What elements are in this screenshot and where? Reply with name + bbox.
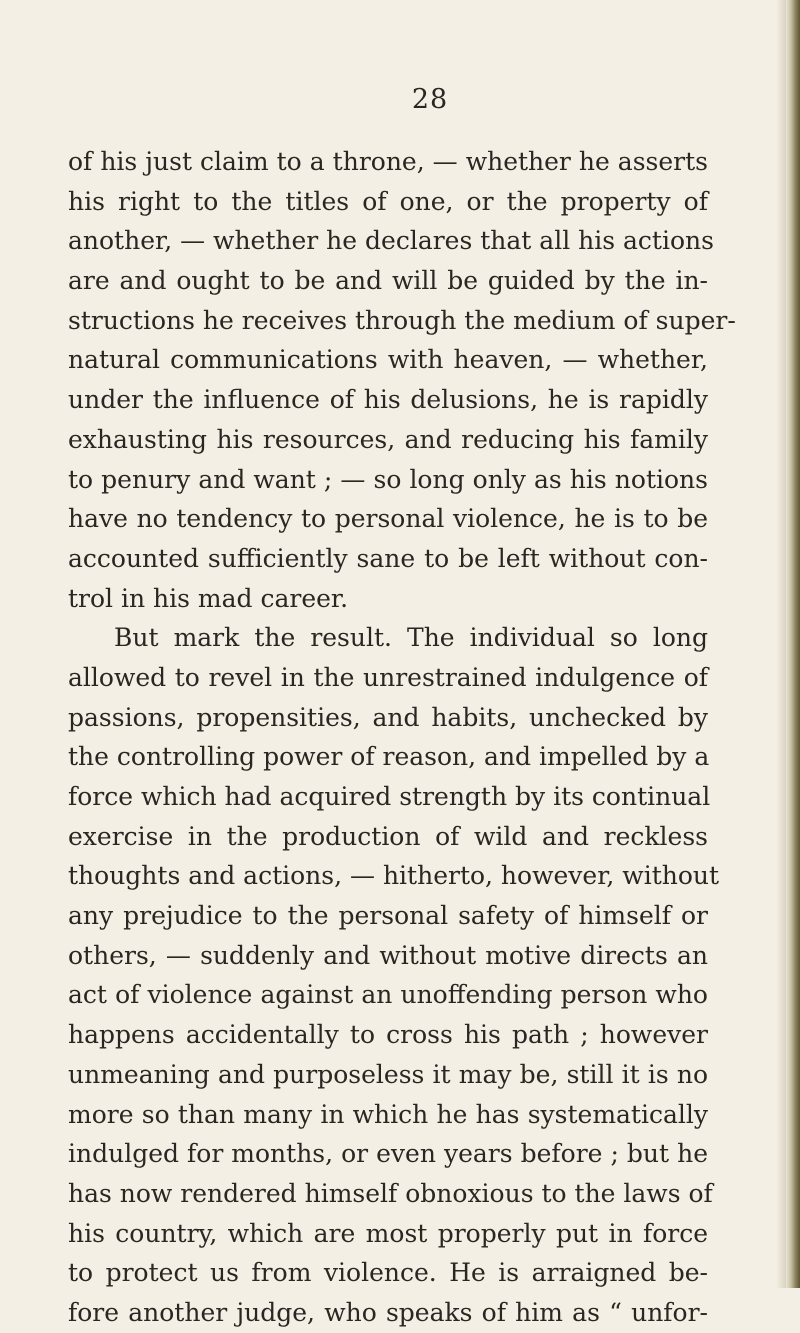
- body-text: [68, 142, 736, 1333]
- text-line: to penury and want ; — so long only as his notions: [68, 464, 708, 494]
- text-line: others, — suddenly and without motive directs an: [68, 940, 708, 970]
- text-line: allowed to revel in the unrestrained indulgence of: [68, 662, 708, 692]
- text-line: has now rendered himself obnoxious to the laws of: [68, 1178, 713, 1208]
- text-line: more so than many in which he has systematically: [68, 1099, 708, 1129]
- text-line: structions he receives through the medium of super-: [68, 305, 736, 335]
- text-line: under the influence of his delusions, he is rapidly: [68, 385, 708, 415]
- text-line: force which had acquired strength by its continual: [68, 782, 711, 811]
- text-line: trol in his mad career.: [68, 583, 349, 613]
- text-line: to protect us from violence. He is arraigned be-: [68, 1258, 708, 1288]
- text-line: indulged for months, or even years before ; but he: [68, 1139, 708, 1169]
- text-line: his country, which are most properly put in force: [68, 1218, 708, 1248]
- text-line: of his just claim to a throne, — whether he asserts: [68, 147, 708, 176]
- text-line: But mark the result. The individual so long: [114, 623, 708, 653]
- text-line: any prejudice to the personal safety of himself or: [68, 901, 708, 931]
- text-line: exhausting his resources, and reducing his family: [68, 424, 708, 454]
- text-line: unmeaning and purposeless it may be, still it is no: [68, 1059, 708, 1089]
- text-line: thoughts and actions, — hitherto, however, without: [68, 861, 720, 891]
- text-line: have no tendency to personal violence, he is to be: [68, 504, 708, 534]
- text-line: another, — whether he declares that all his actions: [68, 226, 714, 256]
- text-line: fore another judge, who speaks of him as “ unfor-: [68, 1297, 708, 1327]
- text-line: natural communications with heaven, — whether,: [68, 345, 708, 375]
- text-line: are and ought to be and will be guided by the in-: [68, 266, 708, 296]
- text-line: the controlling power of reason, and impelled by a: [68, 742, 710, 772]
- text-line: his right to the titles of one, or the property of: [68, 186, 708, 216]
- page-number: 28: [411, 84, 449, 115]
- text-line: accounted sufficiently sane to be left without con-: [68, 543, 708, 573]
- page-binding-edge: [786, 0, 800, 1288]
- binding-shadow: [776, 0, 786, 1288]
- text-line: passions, propensities, and habits, unchecked by: [68, 702, 708, 732]
- text-line: happens accidentally to cross his path ; however: [68, 1020, 708, 1050]
- text-line: exercise in the production of wild and reckless: [68, 821, 708, 851]
- text-line: act of violence against an unoffending person who: [68, 980, 708, 1010]
